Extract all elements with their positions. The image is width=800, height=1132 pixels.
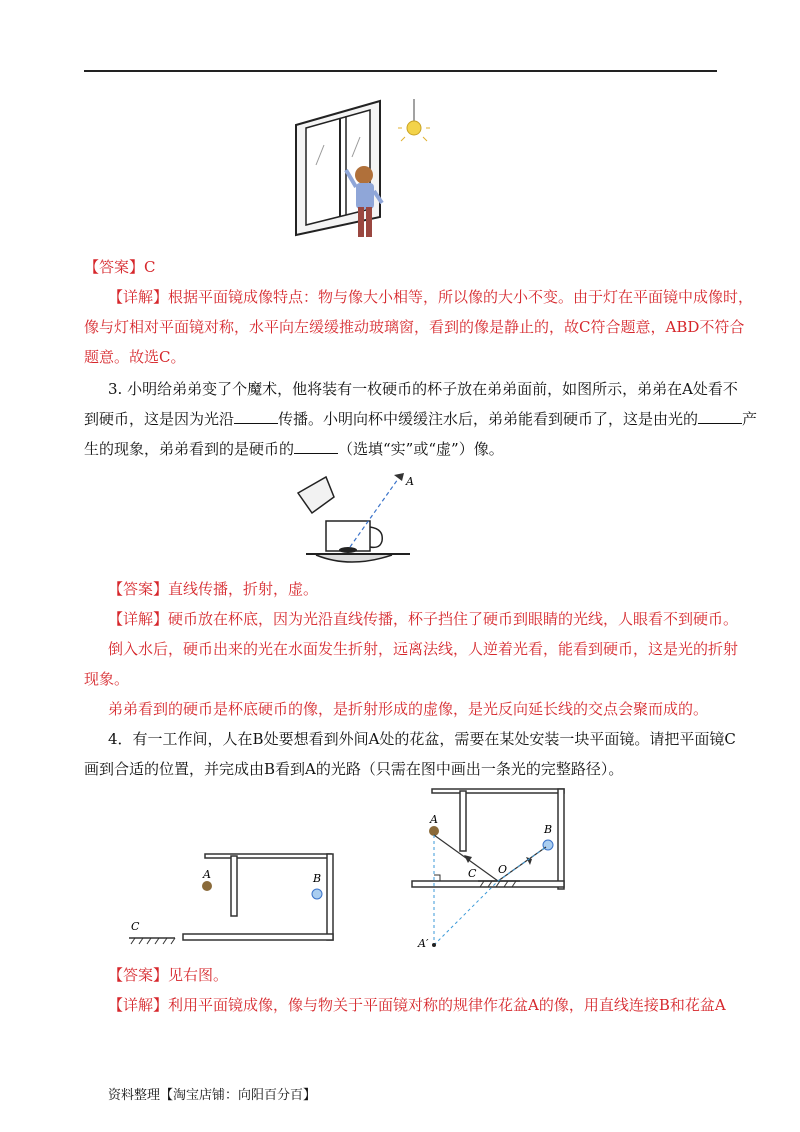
q2-answer: 【答案】C [84,258,156,276]
left-label-c: C [131,920,140,933]
q3-detail-line-2: 倒入水后，硬币出来的光在水面发生折射，远离法线，人逆着光看，能看到硬币，这是光的折射 [108,640,739,658]
q3-text-line-1: 3. 小明给弟弟变了个魔术，他将装有一枚硬币的杯子放在弟弟面前，如图所示，弟弟在A处看不 [108,380,738,398]
footer-credit: 资料整理【淘宝店铺：向阳百分百】 [108,1088,317,1103]
q3-text-part-2: 传播。小明向杯中缓缓注水后，弟弟能看到硬币了，这是由光的 [278,410,699,428]
q3-text-part-4: 生的现象，弟弟看到的是硬币的 [84,440,295,458]
room-figure-right [408,785,573,965]
q2-detail-line-1: 【详解】根据平面镜成像特点：物与像大小相等，所以像的大小不变。由于灯在平面镜中成像时， [108,288,754,306]
q3-text-part-5: （选填“实”或“虚”）像。 [338,440,504,458]
q3-text-part-3: 产 [742,410,758,428]
header-rule [84,70,717,72]
right-label-o: O [498,863,508,876]
q4-text-line-2: 画到合适的位置，并完成由B看到A的光路（只需在图中画出一条光的完整路径）。 [84,760,624,778]
room-figure-left [125,850,340,945]
left-label-a: A [203,868,211,881]
right-label-a: A [430,813,438,826]
q2-detail-line-3: 题意。故选C。 [84,348,186,366]
q3-text-line-3 [84,438,504,460]
right-label-b: B [544,823,553,836]
q3-text-line-2 [84,408,757,430]
q3-blank-2 [698,409,742,424]
right-label-c: C [468,867,477,880]
q4-text-line-1: 4．有一工作间，人在B处要想看到外间A处的花盆，需要在某处安装一块平面镜。请把平面镜C [108,730,736,748]
q3-detail-line-3: 现象。 [84,670,130,688]
q4-answer: 【答案】见右图。 [108,966,229,984]
right-label-a-prime: A′ [418,937,429,950]
q2-detail-line-2: 像与灯相对平面镜对称，水平向左缓缓推动玻璃窗，看到的像是静止的，故C符合题意，ABD不符合 [84,318,745,336]
left-label-b: B [313,872,322,885]
q3-blank-1 [234,409,278,424]
window-boy-figure [290,95,440,245]
cup-label-a: A [406,475,414,488]
cup-coin-figure [290,465,420,570]
q4-detail-line-1: 【详解】利用平面镜成像，像与物关于平面镜对称的规律作花盆A的像，用直线连接B和花盆A [108,996,726,1014]
q3-detail-line-4: 弟弟看到的硬币是杯底硬币的像，是折射形成的虚像，是光反向延长线的交点会聚而成的。 [108,700,709,718]
q3-answer: 【答案】直线传播，折射，虚。 [108,580,319,598]
q3-text-part-1: 到硬币，这是因为光沿 [84,410,235,428]
q3-detail-line-1: 【详解】硬币放在杯底，因为光沿直线传播，杯子挡住了硬币到眼睛的光线，人眼看不到硬币。 [108,610,739,628]
q3-blank-3 [294,439,338,454]
